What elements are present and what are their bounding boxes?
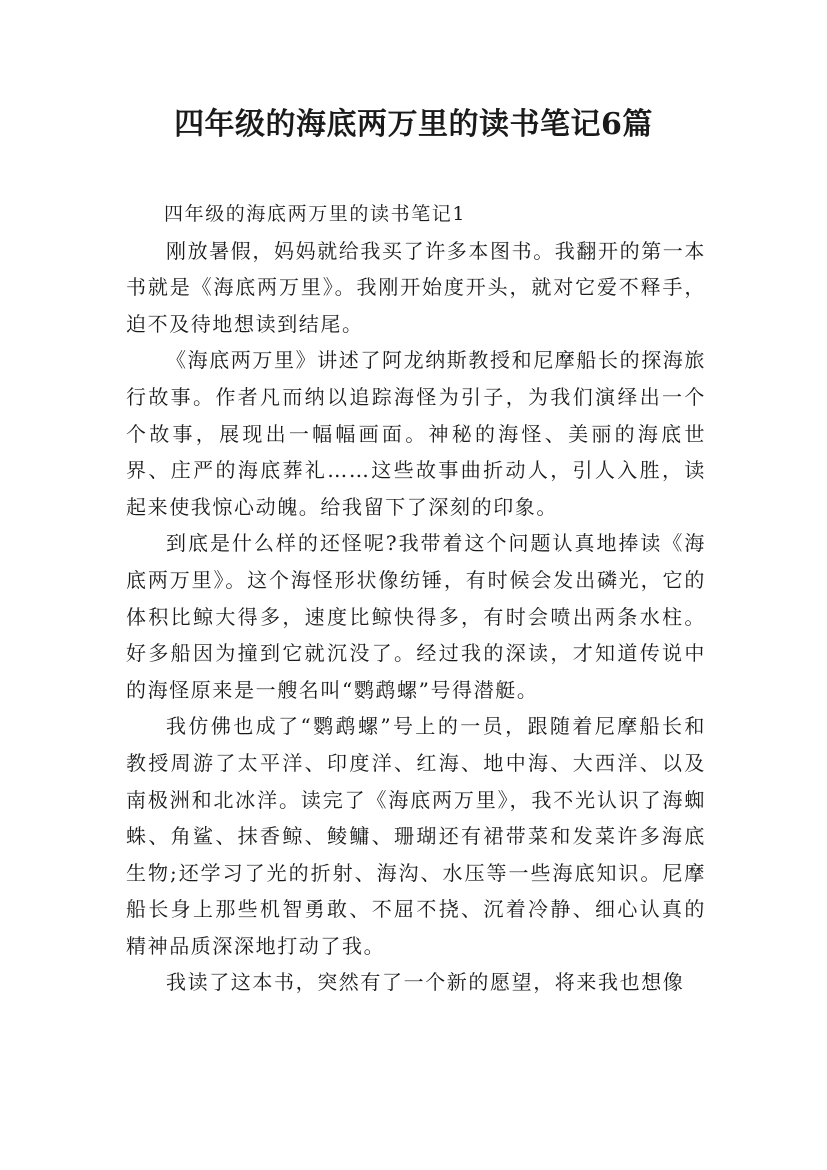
paragraph-2: 《海底两万里》讲述了阿龙纳斯教授和尼摩船长的探海旅行故事。作者凡而纳以追踪海怪为引子，为我们演绎出一个个故事，展现出一幅幅画面。神秘的海怪、美丽的海底世界、庄严的海底葬礼……这些故事曲折动人，引人入胜，读起来使我惊心动魄。给我留下了深刻的印象。 [126,348,706,519]
paragraph-1: 刚放暑假，妈妈就给我买了许多本图书。我翻开的第一本书就是《海底两万里》。我刚开始度开头，就对它爱不释手，迫不及待地想读到结尾。 [126,238,706,336]
paragraph-4: 我仿佛也成了“鹦鹉螺”号上的一员，跟随着尼摩船长和教授周游了太平洋、印度洋、红海、地中海、大西洋、以及南极洲和北冰洋。读完了《海底两万里》，我不光认识了海蜘蛛、角鲨、抹香鲸、鲮鳙、珊瑚还有裙带菜和发菜许多海底生物;还学习了光的折射、海沟、水压等一些海底知识。尼摩船长身上那些机智勇敢、不屈不挠、沉着冷静、细心认真的精神品质深深地打动了我。 [126,714,706,958]
document-body [126,196,706,1001]
paragraph-5: 我读了这本书，突然有了一个新的愿望，将来我也想像 [166,970,685,995]
section-heading: 四年级的海底两万里的读书笔记1 [164,203,467,225]
document-title: 四年级的海底两万里的读书笔记6篇 [174,107,653,142]
paragraph-3: 到底是什么样的还怪呢?我带着这个问题认真地捧读《海底两万里》。这个海怪形状像纺锤，有时候会发出磷光，它的体积比鲸大得多，速度比鲸快得多，有时会喷出两条水柱。好多船因为撞到它就沉没了。经过我的深读，才知道传说中的海怪原来是一艘名叫“鹦鹉螺”号得潜艇。 [126,531,706,702]
